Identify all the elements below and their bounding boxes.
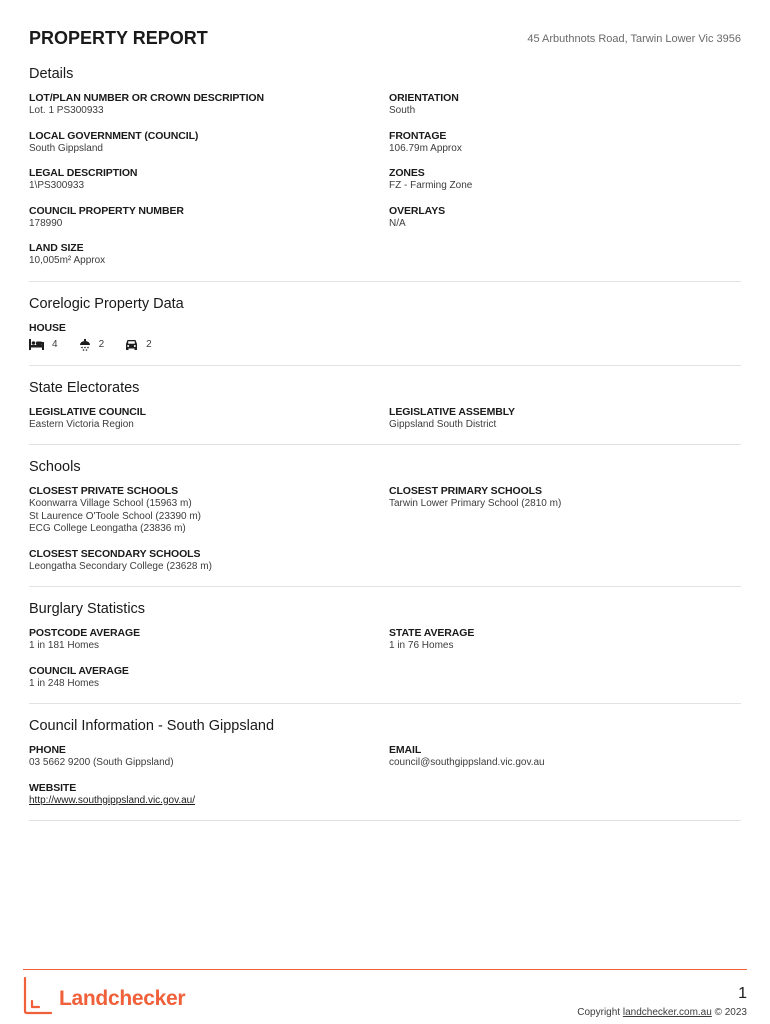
details-heading: Details — [29, 66, 74, 82]
legislative-council-label: LEGISLATIVE COUNCIL — [29, 405, 146, 418]
bathrooms-count: 2 — [98, 339, 105, 350]
email-label: EMAIL — [389, 744, 422, 756]
zones-field — [389, 166, 741, 193]
council-average-label: COUNCIL AVERAGE — [29, 664, 129, 677]
page-title: PROPERTY REPORT — [29, 28, 208, 48]
orientation-value: South — [389, 105, 416, 116]
legal-description-label: LEGAL DESCRIPTION — [29, 167, 138, 179]
lot-plan-value: Lot. 1 PS300933 — [29, 105, 104, 116]
shower-icon — [79, 339, 91, 351]
primary-schools-label: CLOSEST PRIMARY SCHOOLS — [389, 485, 542, 497]
bedrooms-count: 4 — [52, 339, 58, 350]
frontage-label: FRONTAGE — [389, 129, 447, 142]
local-government-label: LOCAL GOVERNMENT (COUNCIL) — [29, 129, 199, 142]
state-average-value: 1 in 76 Homes — [389, 640, 454, 651]
overlays-value: N/A — [389, 217, 406, 229]
legislative-assembly-value: Gippsland South District — [389, 418, 497, 430]
zones-value: FZ - Farming Zone — [389, 180, 473, 191]
secondary-schools-field — [29, 547, 389, 574]
burglary-section — [29, 601, 741, 704]
overlays-field — [389, 204, 741, 231]
overlays-label: OVERLAYS — [389, 204, 445, 217]
email-value: council@southgippsland.vic.gov.au — [389, 757, 545, 768]
legal-description-value: 1\PS300933 — [29, 180, 85, 191]
property-features — [29, 338, 741, 352]
electorates-section — [29, 380, 741, 446]
private-schools-field — [29, 484, 389, 536]
report-content — [29, 66, 741, 835]
council-property-number-label: COUNCIL PROPERTY NUMBER — [29, 204, 184, 217]
corelogic-heading: Corelogic Property Data — [29, 295, 184, 312]
car-spaces-feature — [125, 339, 152, 350]
local-government-value: South Gippsland — [29, 142, 103, 154]
frontage-field — [389, 129, 741, 156]
brand-name: Landchecker — [59, 987, 186, 1010]
page-number: 1 — [738, 985, 747, 1002]
orientation-label: ORIENTATION — [389, 92, 459, 104]
car-icon — [125, 339, 138, 350]
secondary-schools-label: CLOSEST SECONDARY SCHOOLS — [29, 547, 201, 560]
land-size-field — [29, 241, 389, 268]
lot-plan-field — [29, 91, 389, 118]
property-type-label: HOUSE — [29, 321, 66, 334]
council-property-number-field — [29, 204, 389, 231]
secondary-school-item: Leongatha Secondary College (23628 m) — [29, 560, 212, 572]
orientation-field — [389, 91, 741, 118]
legislative-assembly-label: LEGISLATIVE ASSEMBLY — [389, 405, 515, 418]
footer-divider — [23, 969, 747, 970]
lot-plan-label: LOT/PLAN NUMBER OR CROWN DESCRIPTION — [29, 92, 264, 104]
burglary-heading: Burglary Statistics — [29, 601, 146, 617]
property-address: 45 Arbuthnots Road, Tarwin Lower Vic 3956 — [527, 33, 741, 45]
bedrooms-feature — [29, 339, 58, 350]
private-school-item: ECG College Leongatha (23836 m) — [29, 523, 186, 534]
primary-schools-field — [389, 484, 741, 536]
state-average-label: STATE AVERAGE — [389, 627, 475, 639]
copyright-suffix: © 2023 — [714, 1007, 747, 1018]
council-average-value: 1 in 248 Homes — [29, 677, 100, 689]
phone-label: PHONE — [29, 744, 66, 756]
legal-description-field — [29, 166, 389, 193]
legislative-assembly-field — [389, 405, 741, 432]
council-info-heading: Council Information - South Gippsland — [29, 718, 275, 734]
postcode-average-field — [29, 626, 389, 653]
phone-value: 03 5662 9200 (South Gippsland) — [29, 757, 174, 768]
postcode-average-value: 1 in 181 Homes — [29, 640, 100, 651]
website-label: WEBSITE — [29, 781, 77, 794]
state-average-field — [389, 626, 741, 653]
details-section — [29, 66, 741, 282]
property-type-field — [29, 321, 741, 352]
bed-icon — [29, 339, 44, 350]
legislative-council-value: Eastern Victoria Region — [29, 418, 134, 430]
email-field — [389, 743, 741, 770]
private-school-item: Koonwarra Village School (15963 m) — [29, 498, 192, 509]
copyright-link[interactable]: landchecker.com.au — [622, 1007, 712, 1018]
zones-label: ZONES — [389, 167, 425, 179]
schools-section — [29, 459, 741, 587]
council-average-field — [29, 664, 389, 691]
website-field — [29, 781, 389, 808]
council-property-number-value: 178990 — [29, 217, 63, 229]
postcode-average-label: POSTCODE AVERAGE — [29, 627, 140, 639]
corelogic-section — [29, 296, 741, 366]
phone-field — [29, 743, 389, 770]
private-school-item: St Laurence O'Toole School (23390 m) — [29, 510, 202, 522]
frontage-value: 106.79m Approx — [389, 142, 462, 154]
copyright-prefix: Copyright — [577, 1007, 621, 1018]
report-header — [29, 28, 741, 52]
private-schools-label: CLOSEST PRIVATE SCHOOLS — [29, 485, 178, 497]
local-government-field — [29, 129, 389, 156]
electorates-heading: State Electorates — [29, 379, 140, 396]
land-size-value: 10,005m² Approx — [29, 255, 106, 266]
bathrooms-feature — [79, 339, 105, 351]
land-size-label: LAND SIZE — [29, 242, 84, 254]
landchecker-logo — [23, 977, 185, 1015]
landchecker-logo-icon — [23, 977, 53, 1015]
copyright-notice — [577, 1007, 747, 1018]
schools-heading: Schools — [29, 459, 81, 475]
primary-school-item: Tarwin Lower Primary School (2810 m) — [389, 498, 562, 509]
website-link[interactable]: http://www.southgippsland.vic.gov.au/ — [29, 794, 196, 806]
legislative-council-field — [29, 405, 389, 432]
car-spaces-count: 2 — [146, 339, 152, 350]
council-info-section — [29, 718, 741, 821]
